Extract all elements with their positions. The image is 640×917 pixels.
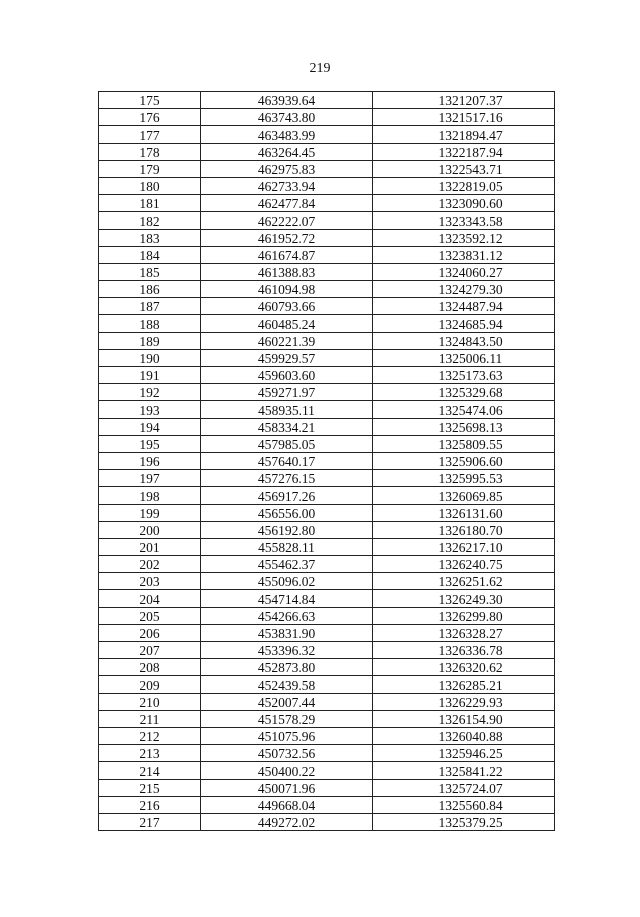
y-coordinate-cell: 1322819.05 [373, 177, 555, 194]
point-number-cell: 212 [99, 727, 201, 744]
x-coordinate-cell: 452439.58 [201, 676, 373, 693]
point-number-cell: 200 [99, 521, 201, 538]
point-number-cell: 185 [99, 263, 201, 280]
x-coordinate-cell: 450732.56 [201, 745, 373, 762]
x-coordinate-cell: 460793.66 [201, 298, 373, 315]
y-coordinate-cell: 1326240.75 [373, 556, 555, 573]
table-row [99, 762, 555, 779]
x-coordinate-cell: 462222.07 [201, 212, 373, 229]
y-coordinate-cell: 1323831.12 [373, 246, 555, 263]
table-row [99, 160, 555, 177]
x-coordinate-cell: 456192.80 [201, 521, 373, 538]
point-number-cell: 196 [99, 452, 201, 469]
x-coordinate-cell: 456917.26 [201, 487, 373, 504]
point-number-cell: 176 [99, 109, 201, 126]
point-number-cell: 178 [99, 143, 201, 160]
y-coordinate-cell: 1323090.60 [373, 195, 555, 212]
y-coordinate-cell: 1324060.27 [373, 263, 555, 280]
point-number-cell: 180 [99, 177, 201, 194]
x-coordinate-cell: 457640.17 [201, 452, 373, 469]
y-coordinate-cell: 1326131.60 [373, 504, 555, 521]
point-number-cell: 210 [99, 693, 201, 710]
x-coordinate-cell: 458935.11 [201, 401, 373, 418]
point-number-cell: 194 [99, 418, 201, 435]
y-coordinate-cell: 1326069.85 [373, 487, 555, 504]
y-coordinate-cell: 1323343.58 [373, 212, 555, 229]
y-coordinate-cell: 1324685.94 [373, 315, 555, 332]
point-number-cell: 193 [99, 401, 201, 418]
x-coordinate-cell: 449668.04 [201, 796, 373, 813]
y-coordinate-cell: 1326217.10 [373, 538, 555, 555]
y-coordinate-cell: 1326040.88 [373, 727, 555, 744]
table-row [99, 693, 555, 710]
table-row [99, 177, 555, 194]
x-coordinate-cell: 462477.84 [201, 195, 373, 212]
table-row [99, 298, 555, 315]
x-coordinate-cell: 461094.98 [201, 281, 373, 298]
table-row [99, 590, 555, 607]
table-row [99, 126, 555, 143]
y-coordinate-cell: 1326328.27 [373, 624, 555, 641]
point-number-cell: 184 [99, 246, 201, 263]
point-number-cell: 195 [99, 435, 201, 452]
point-number-cell: 177 [99, 126, 201, 143]
table-row [99, 92, 555, 109]
x-coordinate-cell: 461388.83 [201, 263, 373, 280]
table-row [99, 813, 555, 830]
y-coordinate-cell: 1325173.63 [373, 367, 555, 384]
x-coordinate-cell: 462975.83 [201, 160, 373, 177]
x-coordinate-cell: 463264.45 [201, 143, 373, 160]
x-coordinate-cell: 454266.63 [201, 607, 373, 624]
x-coordinate-cell: 460485.24 [201, 315, 373, 332]
table-row [99, 779, 555, 796]
table-row [99, 263, 555, 280]
table-row [99, 538, 555, 555]
y-coordinate-cell: 1326285.21 [373, 676, 555, 693]
x-coordinate-cell: 459603.60 [201, 367, 373, 384]
point-number-cell: 191 [99, 367, 201, 384]
y-coordinate-cell: 1326249.30 [373, 590, 555, 607]
x-coordinate-cell: 463483.99 [201, 126, 373, 143]
point-number-cell: 187 [99, 298, 201, 315]
point-number-cell: 208 [99, 659, 201, 676]
table-row [99, 281, 555, 298]
y-coordinate-cell: 1326251.62 [373, 573, 555, 590]
x-coordinate-cell: 460221.39 [201, 332, 373, 349]
y-coordinate-cell: 1325698.13 [373, 418, 555, 435]
table-row [99, 367, 555, 384]
table-row [99, 349, 555, 366]
table-row [99, 452, 555, 469]
table-row [99, 556, 555, 573]
point-number-cell: 202 [99, 556, 201, 573]
point-number-cell: 186 [99, 281, 201, 298]
point-number-cell: 205 [99, 607, 201, 624]
x-coordinate-cell: 453831.90 [201, 624, 373, 641]
point-number-cell: 215 [99, 779, 201, 796]
x-coordinate-cell: 463743.80 [201, 109, 373, 126]
y-coordinate-cell: 1325906.60 [373, 452, 555, 469]
x-coordinate-cell: 456556.00 [201, 504, 373, 521]
point-number-cell: 197 [99, 470, 201, 487]
x-coordinate-cell: 459271.97 [201, 384, 373, 401]
y-coordinate-cell: 1322187.94 [373, 143, 555, 160]
y-coordinate-cell: 1326229.93 [373, 693, 555, 710]
point-number-cell: 183 [99, 229, 201, 246]
table-row [99, 315, 555, 332]
coordinates-table-body [99, 92, 555, 831]
x-coordinate-cell: 455096.02 [201, 573, 373, 590]
point-number-cell: 182 [99, 212, 201, 229]
point-number-cell: 216 [99, 796, 201, 813]
x-coordinate-cell: 449272.02 [201, 813, 373, 830]
y-coordinate-cell: 1325995.53 [373, 470, 555, 487]
x-coordinate-cell: 458334.21 [201, 418, 373, 435]
y-coordinate-cell: 1324279.30 [373, 281, 555, 298]
table-row [99, 470, 555, 487]
coordinates-table [98, 91, 555, 831]
x-coordinate-cell: 455828.11 [201, 538, 373, 555]
point-number-cell: 192 [99, 384, 201, 401]
point-number-cell: 213 [99, 745, 201, 762]
x-coordinate-cell: 450400.22 [201, 762, 373, 779]
y-coordinate-cell: 1321894.47 [373, 126, 555, 143]
x-coordinate-cell: 452873.80 [201, 659, 373, 676]
y-coordinate-cell: 1326336.78 [373, 642, 555, 659]
y-coordinate-cell: 1324843.50 [373, 332, 555, 349]
x-coordinate-cell: 461952.72 [201, 229, 373, 246]
x-coordinate-cell: 463939.64 [201, 92, 373, 109]
table-row [99, 418, 555, 435]
x-coordinate-cell: 452007.44 [201, 693, 373, 710]
y-coordinate-cell: 1325474.06 [373, 401, 555, 418]
point-number-cell: 175 [99, 92, 201, 109]
table-row [99, 642, 555, 659]
y-coordinate-cell: 1324487.94 [373, 298, 555, 315]
y-coordinate-cell: 1325006.11 [373, 349, 555, 366]
point-number-cell: 181 [99, 195, 201, 212]
table-row [99, 796, 555, 813]
table-row [99, 624, 555, 641]
point-number-cell: 207 [99, 642, 201, 659]
y-coordinate-cell: 1325724.07 [373, 779, 555, 796]
y-coordinate-cell: 1325946.25 [373, 745, 555, 762]
point-number-cell: 201 [99, 538, 201, 555]
x-coordinate-cell: 453396.32 [201, 642, 373, 659]
x-coordinate-cell: 457985.05 [201, 435, 373, 452]
x-coordinate-cell: 451578.29 [201, 710, 373, 727]
table-row [99, 195, 555, 212]
point-number-cell: 188 [99, 315, 201, 332]
table-row [99, 745, 555, 762]
y-coordinate-cell: 1325809.55 [373, 435, 555, 452]
point-number-cell: 179 [99, 160, 201, 177]
table-row [99, 487, 555, 504]
table-row [99, 710, 555, 727]
y-coordinate-cell: 1321207.37 [373, 92, 555, 109]
y-coordinate-cell: 1322543.71 [373, 160, 555, 177]
table-row [99, 435, 555, 452]
x-coordinate-cell: 451075.96 [201, 727, 373, 744]
table-row [99, 521, 555, 538]
x-coordinate-cell: 459929.57 [201, 349, 373, 366]
point-number-cell: 214 [99, 762, 201, 779]
table-row [99, 607, 555, 624]
x-coordinate-cell: 457276.15 [201, 470, 373, 487]
point-number-cell: 199 [99, 504, 201, 521]
table-row [99, 246, 555, 263]
point-number-cell: 204 [99, 590, 201, 607]
table-row [99, 727, 555, 744]
x-coordinate-cell: 454714.84 [201, 590, 373, 607]
y-coordinate-cell: 1326299.80 [373, 607, 555, 624]
table-row [99, 504, 555, 521]
y-coordinate-cell: 1325560.84 [373, 796, 555, 813]
table-row [99, 401, 555, 418]
y-coordinate-cell: 1325379.25 [373, 813, 555, 830]
table-row [99, 573, 555, 590]
table-row [99, 109, 555, 126]
point-number-cell: 209 [99, 676, 201, 693]
table-row [99, 384, 555, 401]
y-coordinate-cell: 1323592.12 [373, 229, 555, 246]
table-row [99, 659, 555, 676]
y-coordinate-cell: 1326154.90 [373, 710, 555, 727]
y-coordinate-cell: 1325329.68 [373, 384, 555, 401]
x-coordinate-cell: 455462.37 [201, 556, 373, 573]
point-number-cell: 217 [99, 813, 201, 830]
point-number-cell: 190 [99, 349, 201, 366]
point-number-cell: 189 [99, 332, 201, 349]
page-number: 219 [309, 61, 331, 76]
table-row [99, 229, 555, 246]
table-row [99, 676, 555, 693]
y-coordinate-cell: 1326180.70 [373, 521, 555, 538]
x-coordinate-cell: 461674.87 [201, 246, 373, 263]
point-number-cell: 203 [99, 573, 201, 590]
point-number-cell: 211 [99, 710, 201, 727]
table-row [99, 212, 555, 229]
table-row [99, 332, 555, 349]
x-coordinate-cell: 450071.96 [201, 779, 373, 796]
point-number-cell: 198 [99, 487, 201, 504]
y-coordinate-cell: 1321517.16 [373, 109, 555, 126]
point-number-cell: 206 [99, 624, 201, 641]
x-coordinate-cell: 462733.94 [201, 177, 373, 194]
y-coordinate-cell: 1325841.22 [373, 762, 555, 779]
table-row [99, 143, 555, 160]
y-coordinate-cell: 1326320.62 [373, 659, 555, 676]
